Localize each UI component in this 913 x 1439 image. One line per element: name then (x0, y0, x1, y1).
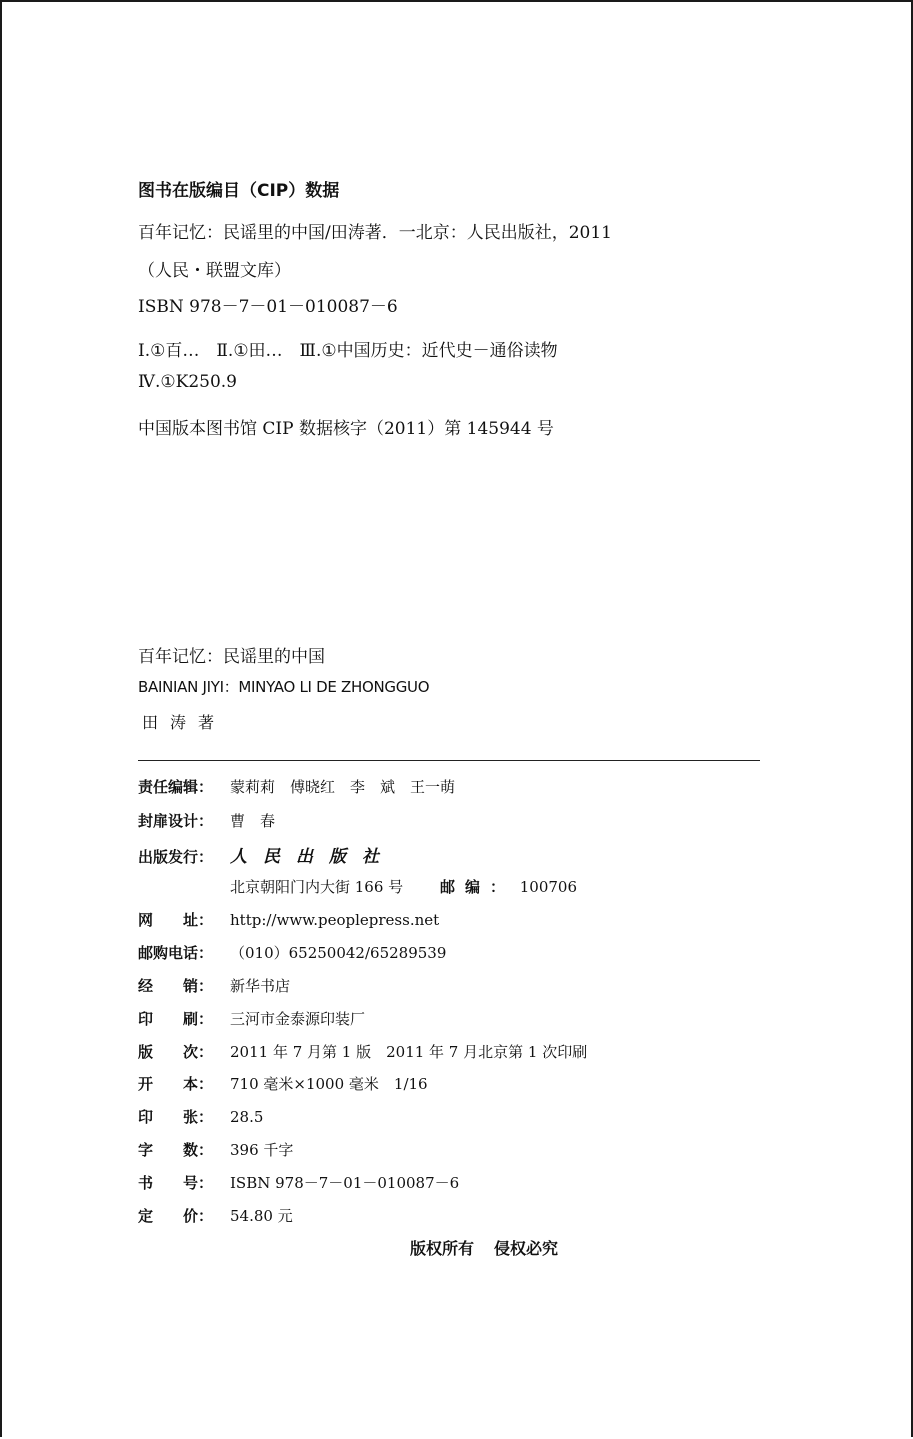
imprint-row-price (138, 1205, 293, 1226)
copyright-notice (410, 1236, 558, 1259)
imprint-row-words (138, 1139, 293, 1160)
publisher-label: 出版发行： (138, 848, 214, 866)
imprint-row-editors (138, 776, 455, 797)
phone-value: （010）65250042/65289539 (230, 944, 447, 962)
isbn-value: ISBN 978－7－01－010087－6 (230, 1174, 460, 1192)
editors-value: 蒙莉莉 傅晓红 李 斌 王一萌 (230, 778, 456, 796)
distributor-value: 新华书店 (230, 977, 291, 995)
publisher-logo: 人民出版社 (230, 847, 395, 867)
words-label: 字 数： (138, 1141, 214, 1159)
imprint-row-website (138, 909, 439, 930)
imprint-row-printer (138, 1008, 365, 1029)
isbn-label: 书 号： (138, 1174, 214, 1192)
cip-line-classification: Ⅳ.①K250.9 (138, 372, 237, 392)
copyright-reserved: 版权所有 (410, 1239, 475, 1258)
distributor-label: 经 销： (138, 977, 214, 995)
imprint-row-distributor (138, 975, 290, 996)
price-label: 定 价： (138, 1207, 214, 1225)
imprint-row-sheets (138, 1106, 263, 1127)
imprint-row-publisher (138, 842, 395, 867)
book-title-pinyin: BAINIAN JIYI：MINYAO LI DE ZHONGGUO (138, 678, 430, 696)
sheets-label: 印 张： (138, 1108, 214, 1126)
edition-label: 版 次： (138, 1043, 214, 1061)
publisher-address: 北京朝阳门内大街 166 号 (230, 878, 404, 896)
imprint-row-cover (138, 810, 275, 831)
cip-record-note: 中国版本图书馆 CIP 数据核字（2011）第 145944 号 (138, 419, 554, 439)
imprint-row-format (138, 1073, 428, 1094)
price-value: 54.80 元 (230, 1207, 293, 1225)
section-divider (138, 760, 760, 761)
cip-heading: 图书在版编目（CIP）数据 (138, 181, 340, 201)
website-label: 网 址： (138, 911, 214, 929)
cip-line-isbn: ISBN 978－7－01－010087－6 (138, 297, 398, 317)
printer-label: 印 刷： (138, 1010, 214, 1028)
book-title-cn: 百年记忆：民谣里的中国 (138, 647, 325, 667)
zip-value: 100706 (519, 878, 578, 896)
imprint-row-edition (138, 1041, 587, 1062)
zip-label: 邮编： (439, 878, 515, 896)
cip-line-subjects: Ⅰ.①百… Ⅱ.①田… Ⅲ.①中国历史：近代史－通俗读物 (138, 341, 558, 361)
cip-line-series: （人民・联盟文库） (138, 261, 291, 281)
editors-label: 责任编辑： (138, 778, 214, 796)
edition-value: 2011 年 7 月第 1 版 2011 年 7 月北京第 1 次印刷 (230, 1043, 588, 1061)
cover-label: 封扉设计： (138, 812, 214, 830)
format-value: 710 毫米×1000 毫米 1/16 (230, 1075, 428, 1093)
printer-value: 三河市金泰源印装厂 (230, 1010, 366, 1028)
cip-line-title: 百年记忆：民谣里的中国/田涛著．一北京：人民出版社，2011 (138, 223, 612, 243)
website-value: http://www.peoplepress.net (230, 911, 440, 929)
publisher-address-row (230, 876, 577, 897)
imprint-row-isbn (138, 1172, 459, 1193)
words-value: 396 千字 (230, 1141, 294, 1159)
book-author: 田涛著 (142, 713, 227, 732)
imprint-row-phone (138, 942, 446, 963)
infringement-notice: 侵权必究 (494, 1239, 559, 1258)
cover-value: 曹 春 (230, 812, 276, 830)
phone-label: 邮购电话： (138, 944, 214, 962)
format-label: 开 本： (138, 1075, 214, 1093)
sheets-value: 28.5 (230, 1108, 264, 1126)
